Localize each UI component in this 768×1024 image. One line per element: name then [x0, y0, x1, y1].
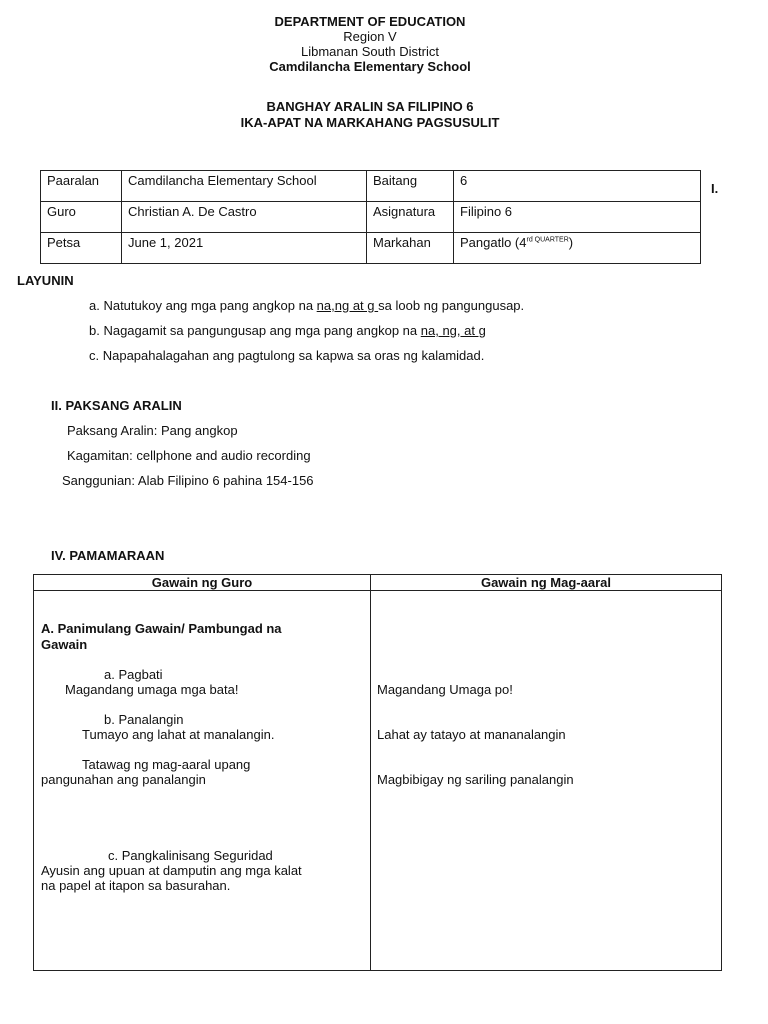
student-column-header: Gawain ng Mag-aaral — [371, 575, 722, 591]
subject-label: Asignatura — [367, 202, 454, 233]
grade-label: Baitang — [367, 171, 454, 202]
objective-b-underlined: na, ng, at g — [420, 323, 486, 338]
document-subtitle: IKA-APAT NA MARKAHANG PAGSUSULIT — [240, 115, 500, 130]
quarter-label: Markahan — [367, 233, 454, 264]
teacher-value: Christian A. De Castro — [122, 202, 367, 233]
section-a-heading-line2: Gawain — [41, 637, 88, 652]
document-title: BANGHAY ARALIN SA FILIPINO 6 — [266, 99, 474, 114]
safety-line2: na papel at itapon sa basurahan. — [41, 878, 231, 893]
grade-value: 6 — [454, 171, 701, 202]
objective-b-prefix: b. Nagagamit sa pangungusap ang mga pang angkop na — [89, 323, 421, 338]
quarter-superscript: rd QUARTER — [526, 236, 569, 244]
procedure-heading: IV. PAMAMARAAN — [51, 548, 165, 563]
objective-a-prefix: a. Natutukoy ang mga pang angkop na — [89, 298, 317, 313]
prayer-student: Lahat ay tatayo at mananalangin — [377, 727, 566, 742]
subject-value: Filipino 6 — [454, 202, 701, 233]
subject-matter-heading: II. PAKSANG ARALIN — [51, 398, 182, 413]
roman-numeral-one: I. — [711, 181, 719, 196]
call-student: Magbibigay ng sariling panalangin — [377, 772, 574, 787]
student-activities-cell — [371, 591, 722, 971]
info-table — [40, 170, 701, 264]
materials-text: Kagamitan: cellphone and audio recording — [67, 448, 311, 463]
region-text: Region V — [343, 29, 397, 44]
call-line1: Tatawag ng mag-aaral upang — [82, 757, 251, 772]
teacher-column-header: Gawain ng Guro — [34, 575, 371, 591]
department-title: DEPARTMENT OF EDUCATION — [274, 14, 466, 29]
objective-a-underlined: na,ng at g — [316, 298, 379, 313]
quarter-prefix: Pangatlo (4 — [460, 235, 527, 250]
safety-line1: Ayusin ang upuan at damputin ang mga kalat — [41, 863, 302, 878]
school-label: Paaralan — [41, 171, 122, 202]
quarter-suffix: ) — [568, 235, 574, 250]
topic-text: Paksang Aralin: Pang angkop — [67, 423, 238, 438]
date-value: June 1, 2021 — [122, 233, 367, 264]
objective-c: c. Napapahalagahan ang pagtulong sa kapwa sa oras ng kalamidad. — [89, 348, 485, 363]
district-text: Libmanan South District — [300, 44, 439, 59]
quarter-value — [454, 233, 701, 264]
greeting-teacher: Magandang umaga mga bata! — [65, 682, 239, 697]
procedure-table — [33, 574, 722, 971]
reference-text: Sanggunian: Alab Filipino 6 pahina 154-156 — [62, 473, 314, 488]
objectives-heading: LAYUNIN — [17, 273, 74, 288]
greeting-student: Magandang Umaga po! — [377, 682, 513, 697]
teacher-activities-cell — [34, 591, 371, 971]
prayer-teacher: Tumayo ang lahat at manalangin. — [82, 727, 275, 742]
date-label: Petsa — [41, 233, 122, 264]
section-a-heading-line1: A. Panimulang Gawain/ Pambungad na — [41, 621, 282, 636]
objective-a-suffix: sa loob ng pangungusap. — [378, 298, 525, 313]
safety-label: c. Pangkalinisang Seguridad — [108, 848, 273, 863]
call-line2: pangunahan ang panalangin — [41, 772, 206, 787]
school-title: Camdilancha Elementary School — [269, 59, 471, 74]
prayer-label: b. Panalangin — [104, 712, 184, 727]
objective-a — [89, 298, 524, 313]
greeting-label: a. Pagbati — [104, 667, 163, 682]
teacher-label: Guro — [41, 202, 122, 233]
school-value: Camdilancha Elementary School — [122, 171, 367, 202]
objective-b — [89, 323, 486, 338]
